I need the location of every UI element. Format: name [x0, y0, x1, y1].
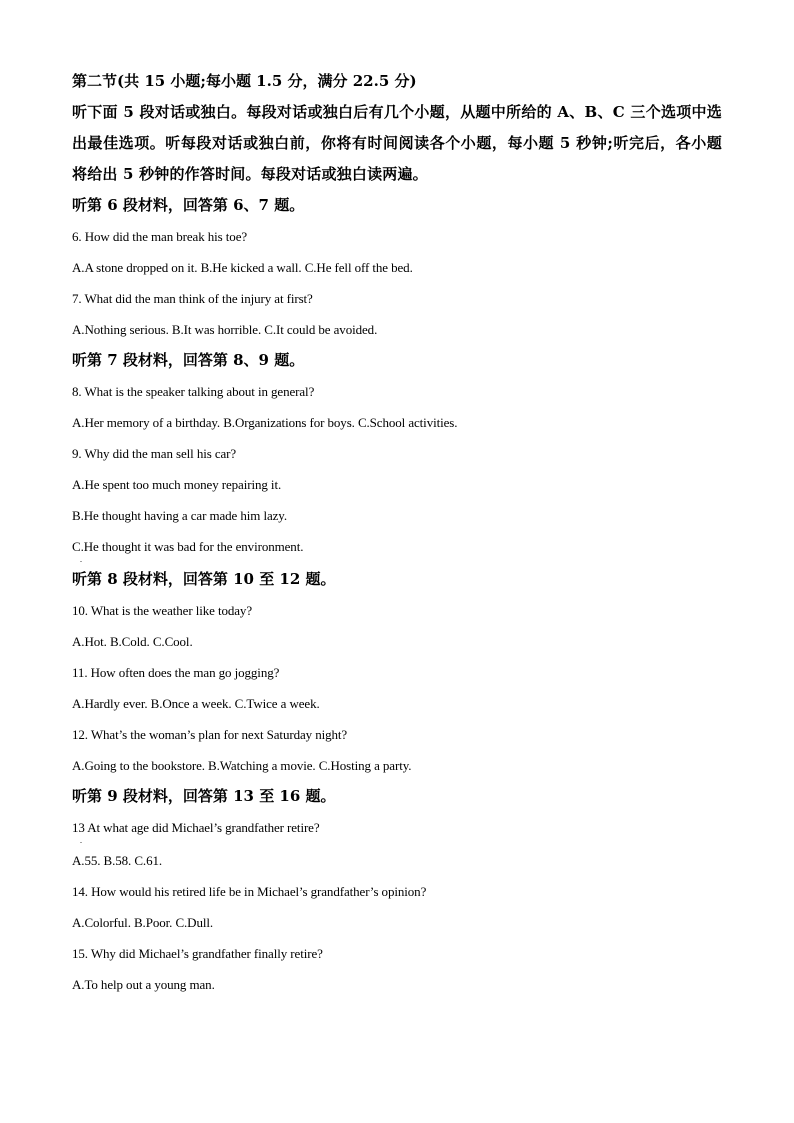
question-9-option-c: C.He thought it was bad for the environment. — [72, 539, 304, 554]
question-7: 7. What did the man think of the injury at first? — [72, 291, 313, 306]
question-15: 15. Why did Michael’s grandfather finally retire? — [72, 946, 323, 961]
question-10: 10. What is the weather like today? — [72, 603, 253, 618]
group-7-heading: 听第 7 段材料，回答第 8、9 题。 — [72, 351, 305, 369]
section-title: 第二节(共 15 小题;每小题 1.5 分，满分 22.5 分) — [72, 72, 417, 90]
group-6-heading: 听第 6 段材料，回答第 6、7 题。 — [72, 196, 305, 214]
question-6: 6. How did the man break his toe? — [72, 229, 248, 244]
question-12: 12. What’s the woman’s plan for next Saturday night? — [72, 727, 348, 742]
question-13-options: A.55. B.58. C.61. — [72, 853, 163, 868]
question-9-option-b: B.He thought having a car made him lazy. — [72, 508, 288, 523]
section-instructions: 听下面 5 段对话或独白。每段对话或独白后有几个小题，从题中所给的 A、B、C 三个选项中选出最佳选项。听每段对话或独白前，你将有时间阅读各个小题，每小题 5 秒钟;听完后，各小题将给出 5 秒钟的作答时间。每段对话或独白读两遍。 — [72, 103, 722, 183]
question-15-option-a: A.To help out a young man. — [72, 977, 215, 992]
question-7-options: A.Nothing serious. B.It was horrible. C.It could be avoided. — [72, 322, 378, 337]
group-8-heading: 听第 8 段材料，回答第 10 至 12 题。 — [72, 570, 336, 588]
question-9-option-a: A.He spent too much money repairing it. — [72, 477, 282, 492]
question-12-options: A.Going to the bookstore. B.Watching a movie. C.Hosting a party. — [72, 758, 412, 773]
question-13: 13 At what age did Michael’s grandfather retire? — [72, 820, 320, 835]
question-14: 14. How would his retired life be in Michael’s grandfather’s opinion? — [72, 884, 427, 899]
question-11-options: A.Hardly ever. B.Once a week. C.Twice a week. — [72, 696, 320, 711]
question-10-options: A.Hot. B.Cold. C.Cool. — [72, 634, 193, 649]
exam-page — [72, 66, 722, 1000]
question-6-options: A.A stone dropped on it. B.He kicked a wall. C.He fell off the bed. — [72, 260, 413, 275]
question-9: 9. Why did the man sell his car? — [72, 446, 237, 461]
question-14-options: A.Colorful. B.Poor. C.Dull. — [72, 915, 214, 930]
stray-dot: . — [80, 555, 82, 564]
question-11: 11. How often does the man go jogging? — [72, 665, 280, 680]
stray-dot: . — [80, 836, 82, 845]
group-9-heading: 听第 9 段材料，回答第 13 至 16 题。 — [72, 787, 336, 805]
question-8-options: A.Her memory of a birthday. B.Organizations for boys. C.School activities. — [72, 415, 458, 430]
question-8: 8. What is the speaker talking about in general? — [72, 384, 315, 399]
